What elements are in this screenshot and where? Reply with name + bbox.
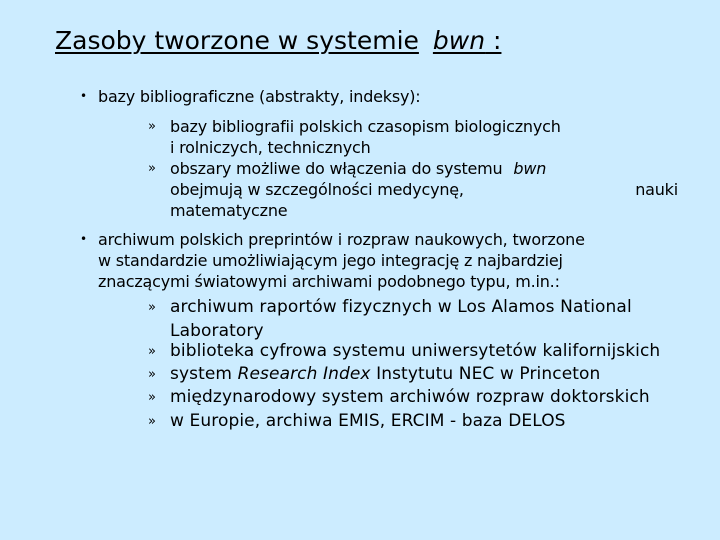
sub-item-text: Instytutu NEC w Princeton	[370, 364, 601, 384]
bullet-text: bazy bibliograficzne (abstrakty, indeksy):	[98, 87, 421, 106]
bullet-marker: •	[80, 89, 87, 103]
slide-title	[55, 26, 501, 55]
bullet-bibliographic-databases	[80, 86, 421, 107]
bullet-line: archiwum polskich preprintów i rozpraw naukowych, tworzone	[98, 230, 585, 249]
sub-item-line: matematyczne	[170, 201, 288, 220]
sub-item-line	[170, 363, 600, 387]
sub-item-line: w Europie, archiwa EMIS, ERCIM - baza DELOS	[170, 411, 566, 431]
bullet-marker: •	[80, 232, 87, 246]
sub-item-line: archiwum raportów fizycznych w Los Alamos National	[170, 297, 632, 317]
bullet-line: znaczącymi światowymi archiwami podobnego typu, m.in.:	[98, 272, 560, 291]
sub-item-marker: »	[148, 367, 157, 382]
sub-item-europe	[148, 410, 566, 434]
slide-title-main: Zasoby tworzone w systemie	[55, 26, 419, 55]
sub-item-marker: »	[148, 300, 157, 315]
sub-item-doctoral	[148, 386, 650, 410]
sub-item-line: i rolniczych, technicznych	[170, 138, 371, 157]
sub-item-text: obszary możliwe do włączenia do systemu	[170, 159, 503, 178]
sub-item-line: Laboratory	[170, 320, 264, 341]
sub-item-possible-areas	[148, 158, 678, 221]
sub-item-italic: bwn	[513, 159, 547, 178]
sub-item-marker: »	[148, 161, 156, 176]
sub-item-text: system	[170, 364, 238, 384]
sub-item-line	[170, 179, 678, 200]
sub-item-marker: »	[148, 119, 156, 134]
slide-title-italic: bwn	[432, 26, 486, 55]
sub-item-line: bazy bibliografii polskich czasopism biologicznych	[170, 117, 561, 136]
sub-item-line: biblioteka cyfrowa systemu uniwersytetów kalifornijskich	[170, 341, 661, 361]
bullet-line: w standardzie umożliwiającym jego integrację z najbardziej	[98, 251, 563, 270]
sub-item-line: międzynarodowy system archiwów rozpraw doktorskich	[170, 387, 650, 407]
sub-item-text: nauki	[635, 180, 678, 199]
sub-item-marker: »	[148, 414, 157, 429]
sub-item-los-alamos	[148, 296, 632, 343]
bullet-preprint-archive	[80, 229, 585, 292]
sub-item-text: obejmują w szczególności medycynę,	[170, 180, 464, 199]
sub-item-polish-journals	[148, 116, 561, 158]
slide-title-colon: :	[485, 26, 502, 55]
sub-item-research-index	[148, 363, 600, 387]
sub-item-marker: »	[148, 344, 157, 359]
sub-item-marker: »	[148, 390, 157, 405]
sub-item-italic: Research Index	[237, 364, 371, 384]
sub-item-line	[170, 158, 678, 179]
sub-item-california	[148, 340, 660, 364]
